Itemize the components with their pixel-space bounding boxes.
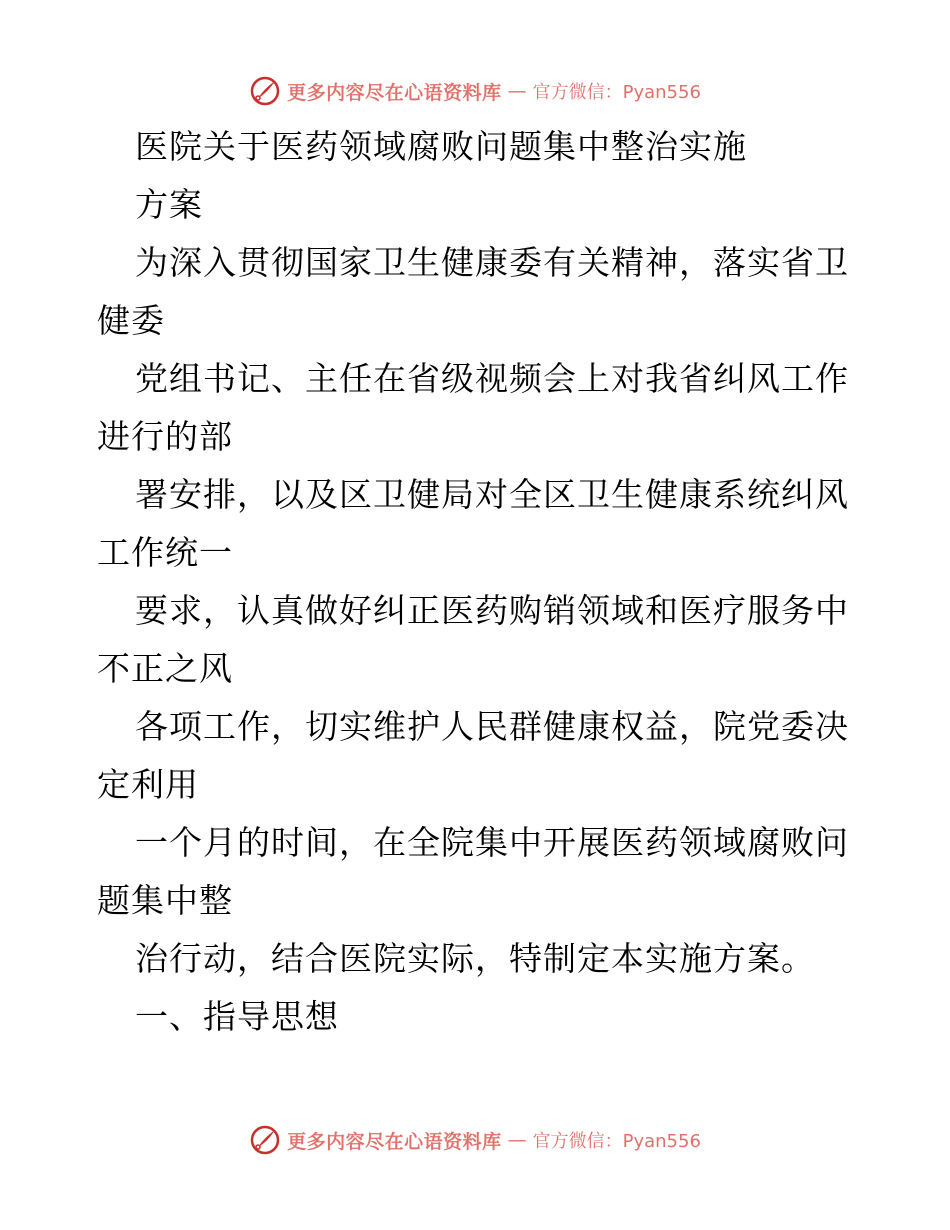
banner-slogan: 更多内容尽在心语资料库 [287,81,502,104]
banner-slogan: 更多内容尽在心语资料库 [287,1130,502,1153]
paragraph-line: 署安排，以及区卫健局对全区卫生健康系统纠风 [135,475,849,514]
paragraph-line: 要求，认真做好纠正医药购销领域和医疗服务中 [135,591,849,630]
paragraph-line: 健委 [97,301,165,340]
feather-pen-logo-icon [249,1124,281,1156]
paragraph-line: 治行动，结合医院实际，特制定本实施方案。 [135,939,815,978]
document-body [97,118,857,1046]
paragraph-line: 不正之风 [97,649,233,688]
header-banner [0,71,950,111]
section-heading: 一、指导思想 [135,997,339,1036]
paragraph-line: 题集中整 [97,881,233,920]
paragraph-line: 一个月的时间，在全院集中开展医药领域腐败问 [135,823,849,862]
feather-pen-logo-icon [249,75,281,107]
paragraph-line: 各项工作，切实维护人民群健康权益，院党委决 [135,707,849,746]
document-title-continued: 方案 [135,185,203,224]
banner-wechat: 官方微信：Pyan556 [532,82,701,103]
banner-separator: — [507,1129,527,1151]
footer-banner [0,1120,950,1160]
paragraph-line: 工作统一 [97,533,233,572]
paragraph-line: 为深入贯彻国家卫生健康委有关精神，落实省卫 [135,243,849,282]
paragraph-line: 定利用 [97,765,199,804]
paragraph-line: 进行的部 [97,417,233,456]
document-title: 医院关于医药领域腐败问题集中整治实施 [135,127,747,166]
banner-wechat: 官方微信：Pyan556 [532,1131,701,1152]
paragraph-line: 党组书记、主任在省级视频会上对我省纠风工作 [135,359,849,398]
banner-separator: — [507,80,527,102]
